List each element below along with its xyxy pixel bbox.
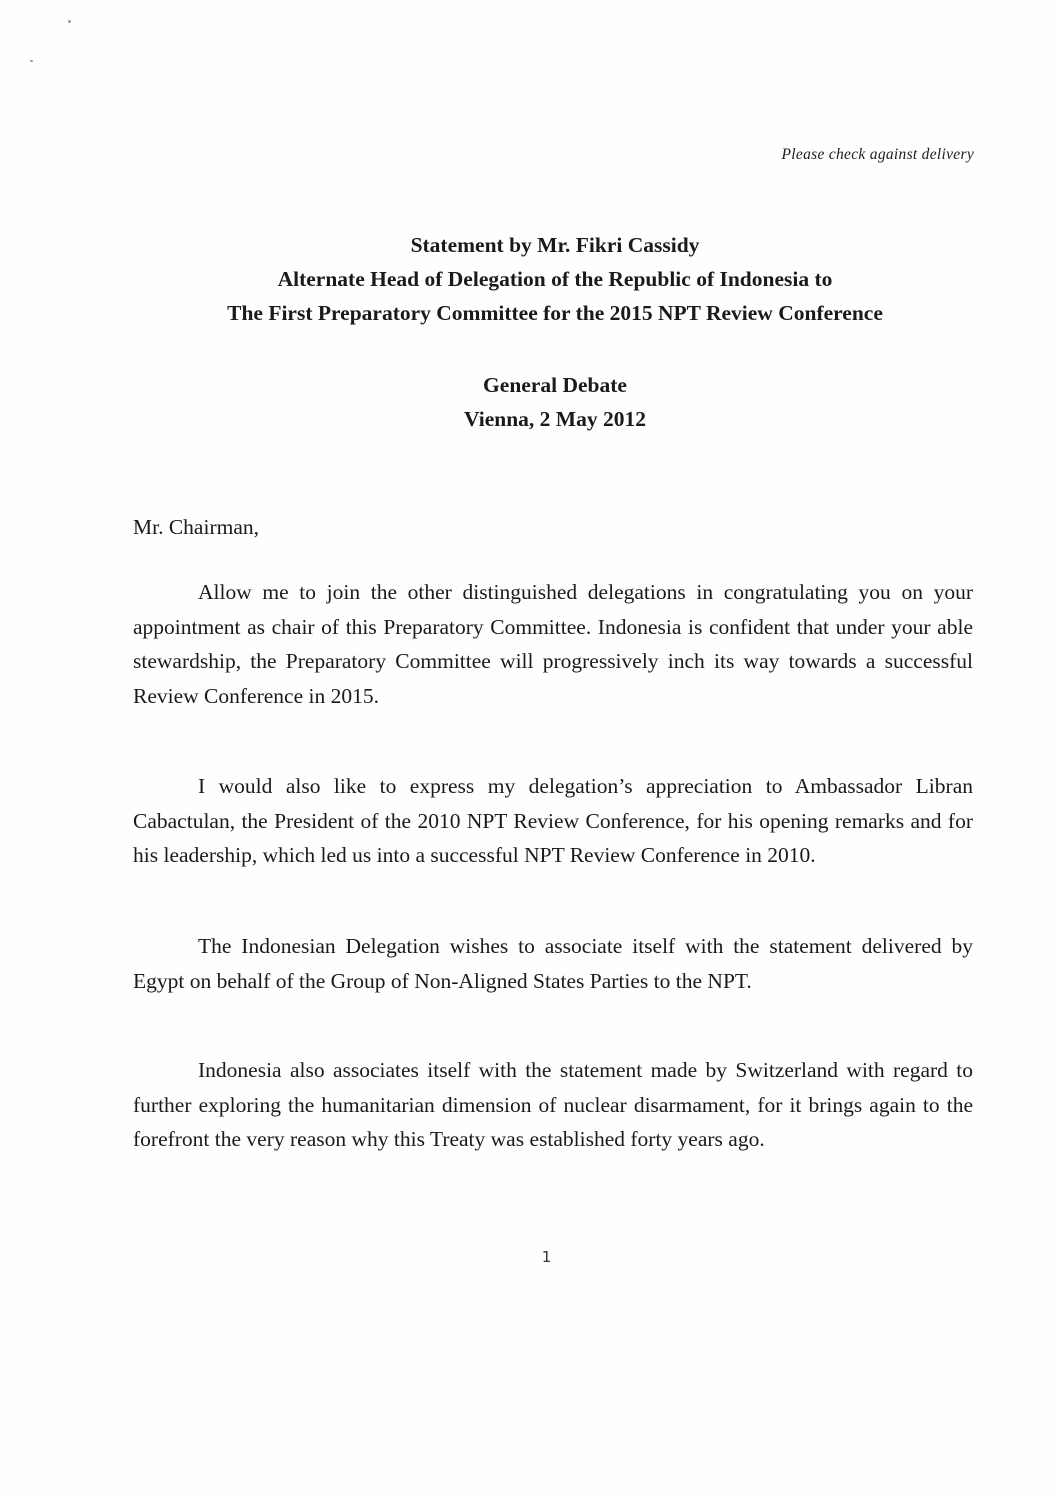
body-paragraph: Allow me to join the other distinguished delegations in congratulating you on your appointment as chair of this Preparatory Committee. Indonesia is confident that under your able stewardship, the Preparatory Committee will progressively inch its way towards a successful Review Conference in 2015. [133,580,973,708]
body-paragraph: Indonesia also associates itself with the statement made by Switzerland with regard to further exploring the humanitarian dimension of nuclear disarmament, for it brings again to the forefront the very reason why this Treaty was established forty years ago. [133,1058,973,1151]
page-number: 1 [541,1248,552,1266]
statement-title [100,228,1010,330]
salutation: Mr. Chairman, [133,515,259,539]
session-name: General Debate [483,373,627,397]
title-line-role: Alternate Head of Delegation of the Republic of Indonesia to [277,267,833,291]
body-paragraph: The Indonesian Delegation wishes to associate itself with the statement delivered by Egypt on behalf of the Group of Non-Aligned States Parties to the NPT. [133,934,973,993]
delivery-note: Please check against delivery [781,146,974,163]
session-info [100,368,1010,436]
body-paragraph: I would also like to express my delegation’s appreciation to Ambassador Libran Cabactulan, the President of the 2010 NPT Review Conference, for his opening remarks and for his leadership, which led us into a successful NPT Review Conference in 2010. [133,774,973,867]
session-place-date: Vienna, 2 May 2012 [464,407,646,431]
scan-speck [68,20,71,23]
scan-speck [30,60,33,62]
title-line-committee: The First Preparatory Committee for the 2015 NPT Review Conference [227,301,883,325]
title-line-speaker: Statement by Mr. Fikri Cassidy [410,233,700,257]
